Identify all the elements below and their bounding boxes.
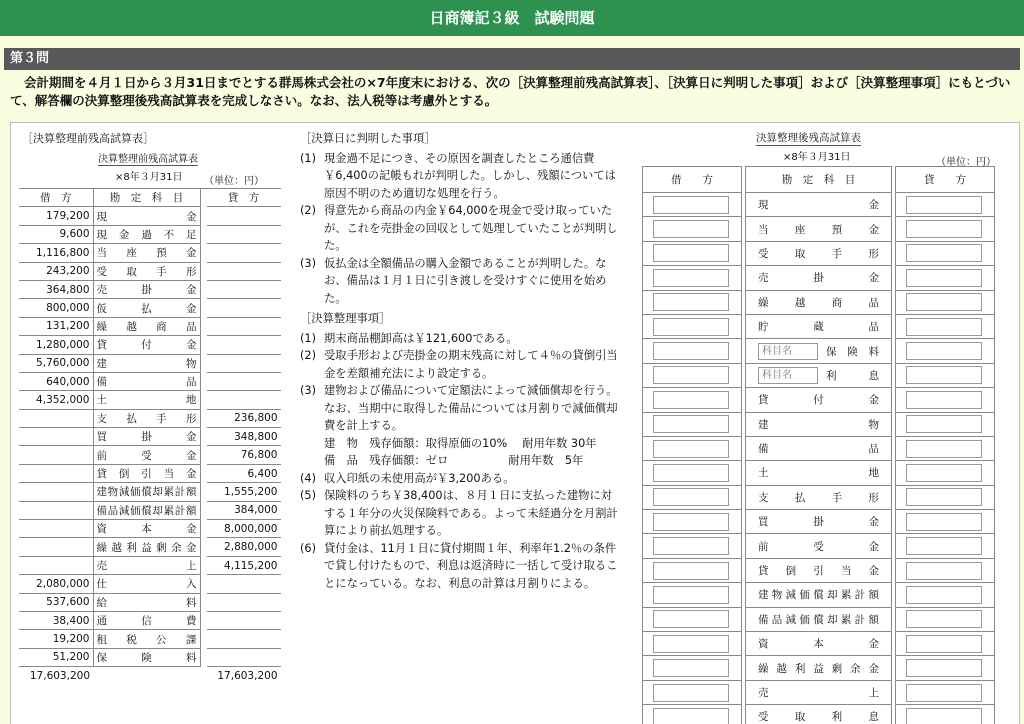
pre-tb-credit-cell	[207, 611, 281, 629]
pre-tb-credit-cell	[207, 225, 281, 243]
debit-amount-input[interactable]	[653, 659, 729, 677]
pre-tb-debit-cell: 2,080,000	[19, 575, 93, 593]
item-text: 受取手形および売掛金の期末残高に対して４％の貸倒引当金を差額補充法により設定する。	[324, 349, 618, 380]
credit-amount-input[interactable]	[906, 488, 982, 506]
pre-tb-credit-cell	[207, 336, 281, 354]
item-number: (4)	[300, 471, 317, 485]
credit-amount-input[interactable]	[906, 684, 982, 702]
list-item	[300, 330, 620, 348]
post-tb-account-cell: 当座預金	[746, 217, 892, 241]
table-row	[19, 225, 281, 243]
pre-tb-debit-cell: 4,352,000	[19, 391, 93, 409]
post-tb-account-cell: 現金	[746, 193, 892, 217]
table-row	[19, 299, 281, 317]
item-number: (6)	[300, 541, 317, 555]
post-tb-header-credit: 貸 方	[896, 167, 995, 193]
debit-amount-input[interactable]	[653, 342, 729, 360]
post-tb-account-cell: 建物	[746, 412, 892, 436]
table-row	[19, 391, 281, 409]
debit-amount-input[interactable]	[653, 366, 729, 384]
pre-tb-date: ×8年３月31日	[115, 172, 183, 183]
post-tb-unit: （単位：円）	[936, 157, 996, 168]
table-row	[19, 593, 281, 611]
post-tb-account-cell: 売上	[746, 680, 892, 704]
list-item	[300, 382, 620, 435]
item-text: 得意先から商品の内金￥64,000を現金で受け取っていたが、これを売掛金の回収として処理していたことが判明した。	[324, 204, 618, 252]
credit-amount-input[interactable]	[906, 635, 982, 653]
pre-tb-header-debit: 借 方	[19, 189, 93, 207]
table-row	[19, 501, 281, 519]
post-tb-account-cell: 繰越商品	[746, 290, 892, 314]
pre-tb-debit-cell: 640,000	[19, 372, 93, 390]
pre-tb-debit-cell: 51,200	[19, 648, 93, 666]
pre-tb-account-cell: 繰越商品	[93, 317, 200, 335]
post-tb-account-cell: 支払手形	[746, 485, 892, 509]
table-row	[19, 464, 281, 482]
credit-amount-input[interactable]	[906, 610, 982, 628]
table-row	[19, 354, 281, 372]
item-text: 期末商品棚卸高は￥121,600である。	[324, 331, 518, 345]
debit-amount-input[interactable]	[653, 635, 729, 653]
table-row	[19, 575, 281, 593]
post-trial-balance-table	[642, 166, 995, 724]
table-row	[643, 388, 995, 412]
pre-tb-credit-cell: 348,800	[207, 428, 281, 446]
pre-tb-account-cell: 現金過不足	[93, 225, 200, 243]
pre-tb-credit-cell	[207, 280, 281, 298]
table-row	[643, 461, 995, 485]
table-row	[643, 680, 995, 704]
table-row	[643, 412, 995, 436]
post-tb-account-cell: 貸付金	[746, 388, 892, 412]
pre-tb-account-cell: 仮払金	[93, 299, 200, 317]
debit-amount-input[interactable]	[653, 244, 729, 262]
pre-tb-debit-cell	[19, 520, 93, 538]
credit-amount-input[interactable]	[906, 562, 982, 580]
account-name-input[interactable]: 科目名	[758, 343, 818, 360]
table-row	[19, 667, 281, 685]
pre-tb-credit-cell	[207, 317, 281, 335]
item-number: (5)	[300, 489, 317, 502]
credit-amount-input[interactable]	[906, 513, 982, 531]
pre-tb-account-cell: 資本金	[93, 520, 200, 538]
post-tb-date: ×8年３月31日	[783, 152, 851, 163]
post-tb-title: 決算整理後残高試算表	[756, 132, 861, 144]
debit-amount-input[interactable]	[653, 586, 729, 604]
post-tb-account-cell: 建物減価償却累計額	[746, 583, 892, 607]
credit-amount-input[interactable]	[906, 318, 982, 336]
table-row	[19, 409, 281, 427]
post-tb-account-cell: 受取利息	[746, 705, 892, 724]
pre-tb-debit-cell: 131,200	[19, 317, 93, 335]
pre-tb-debit-cell: 17,603,200	[29, 670, 90, 683]
facts-title: ［決算日に判明した事項］	[300, 132, 436, 145]
pre-tb-credit-cell	[207, 262, 281, 280]
list-item	[300, 347, 620, 382]
table-row	[19, 372, 281, 390]
credit-amount-input[interactable]	[906, 196, 982, 214]
table-row	[643, 339, 995, 363]
pre-tb-debit-cell: 1,280,000	[19, 336, 93, 354]
credit-amount-input[interactable]	[906, 220, 982, 238]
pre-tb-account-cell: 給料	[93, 593, 200, 611]
pre-tb-account-cell: 保険料	[93, 648, 200, 666]
table-row	[643, 607, 995, 631]
debit-amount-input[interactable]	[653, 537, 729, 555]
pre-tb-credit-cell	[207, 630, 281, 648]
pre-tb-account-cell: 売上	[93, 556, 200, 574]
pre-tb-debit-cell	[19, 538, 93, 556]
pre-tb-debit-cell	[19, 464, 93, 482]
pre-tb-debit-cell	[19, 409, 93, 427]
table-row	[643, 485, 995, 509]
pre-tb-section-label: ［決算整理前残高試算表］	[22, 132, 154, 145]
table-row	[19, 207, 281, 225]
debit-amount-input[interactable]	[653, 684, 729, 702]
pre-tb-debit-cell: 9,600	[19, 225, 93, 243]
question-label: 第３問	[4, 48, 1020, 70]
debit-amount-input[interactable]	[653, 562, 729, 580]
pre-tb-debit-cell: 1,116,800	[19, 244, 93, 262]
pre-tb-account-cell: 備品	[93, 372, 200, 390]
pre-tb-debit-cell	[19, 556, 93, 574]
credit-amount-input[interactable]	[906, 708, 982, 724]
pre-tb-account-cell: 買掛金	[93, 428, 200, 446]
debit-amount-input[interactable]	[653, 513, 729, 531]
list-item	[300, 470, 620, 488]
pre-tb-account-cell: 通信費	[93, 611, 200, 629]
table-row	[643, 241, 995, 265]
table-row	[19, 280, 281, 298]
pre-tb-credit-cell: 384,000	[207, 501, 281, 519]
credit-amount-input[interactable]	[906, 586, 982, 604]
credit-amount-input[interactable]	[906, 537, 982, 555]
debit-amount-input[interactable]	[653, 220, 729, 238]
pre-tb-account-cell: 租税公課	[93, 630, 200, 648]
pre-tb-credit-cell	[207, 354, 281, 372]
pre-tb-account-cell: 売掛金	[93, 280, 200, 298]
table-row	[643, 363, 995, 387]
credit-amount-input[interactable]	[906, 440, 982, 458]
list-item	[300, 540, 620, 593]
pre-tb-account-cell: 備品減価償却累計額	[93, 501, 200, 519]
adjust-title: ［決算整理事項］	[300, 312, 391, 325]
debit-amount-input[interactable]	[653, 488, 729, 506]
pre-tb-credit-cell	[207, 372, 281, 390]
credit-amount-input[interactable]	[906, 342, 982, 360]
pre-tb-debit-cell: 537,600	[19, 593, 93, 611]
table-row	[643, 583, 995, 607]
debit-amount-input[interactable]	[653, 708, 729, 724]
post-tb-account-cell: 繰越利益剰余金	[746, 656, 892, 680]
pre-tb-account-cell: 土地	[93, 391, 200, 409]
pre-tb-unit: （単位：円）	[204, 176, 264, 187]
adjust-section	[300, 310, 620, 592]
item-text: 貸付金は、11月１日に貸付期間１年、利率年1.2％の条件で貸し付けたもので、利息は返済時に一括して受け取ることになっている。なお、利息の計算は月割りによる。	[324, 541, 618, 590]
item-text: 建物および備品について定額法によって減価償却を行う。なお、当期中に取得した備品については月割りで減価償却費を計上する。	[324, 384, 618, 432]
pre-tb-debit-cell	[19, 446, 93, 464]
post-tb-account-cell: 備品	[746, 436, 892, 460]
post-tb-account-cell: 受取手形	[746, 241, 892, 265]
table-row	[19, 446, 281, 464]
pre-tb-credit-cell: 76,800	[207, 446, 281, 464]
credit-amount-input[interactable]	[906, 366, 982, 384]
pre-tb-credit-cell	[207, 244, 281, 262]
pre-tb-debit-cell	[19, 501, 93, 519]
table-row	[643, 290, 995, 314]
list-item	[300, 150, 620, 203]
pre-tb-credit-cell	[207, 391, 281, 409]
table-row	[643, 193, 995, 217]
credit-amount-input[interactable]	[906, 293, 982, 311]
table-row	[643, 534, 995, 558]
item-number: (2)	[300, 204, 317, 217]
debit-amount-input[interactable]	[653, 391, 729, 409]
pre-tb-account-cell: 受取手形	[93, 262, 200, 280]
debit-amount-input[interactable]	[653, 269, 729, 287]
pre-tb-debit-cell	[19, 428, 93, 446]
pre-tb-account-cell: 建物減価償却累計額	[93, 483, 200, 501]
table-row	[643, 217, 995, 241]
page-title: 日商簿記３級 試験問題	[0, 0, 1024, 36]
account-name-input[interactable]: 科目名	[758, 367, 818, 384]
credit-amount-input[interactable]	[906, 415, 982, 433]
credit-amount-input[interactable]	[906, 464, 982, 482]
pre-tb-account-cell: 支払手形	[93, 409, 200, 427]
pre-tb-account-cell: 前受金	[93, 446, 200, 464]
pre-tb-credit-cell	[207, 575, 281, 593]
pre-tb-header-credit: 貸 方	[207, 189, 281, 207]
pre-tb-credit-cell: 8,000,000	[207, 520, 281, 538]
pre-tb-debit-cell	[19, 483, 93, 501]
pre-tb-header-account: 勘 定 科 目	[93, 189, 200, 207]
table-row	[643, 314, 995, 338]
table-row	[19, 336, 281, 354]
debit-amount-input[interactable]	[653, 415, 729, 433]
debit-amount-input[interactable]	[653, 318, 729, 336]
post-tb-header-debit: 借 方	[643, 167, 742, 193]
pre-tb-credit-cell	[207, 207, 281, 225]
post-tb-account-cell: 売掛金	[746, 266, 892, 290]
pre-tb-account-cell: 貸付金	[93, 336, 200, 354]
credit-amount-input[interactable]	[906, 659, 982, 677]
table-row	[19, 262, 281, 280]
list-item	[300, 487, 620, 540]
debit-amount-input[interactable]	[653, 440, 729, 458]
pre-tb-debit-cell: 5,760,000	[19, 354, 93, 372]
list-item	[300, 202, 620, 255]
post-tb-account-cell: 保険料	[826, 345, 879, 358]
debit-amount-input[interactable]	[653, 196, 729, 214]
pre-tb-account-cell: 現金	[93, 207, 200, 225]
pre-tb-credit-cell: 4,115,200	[207, 556, 281, 574]
pre-tb-debit-cell: 19,200	[19, 630, 93, 648]
table-row	[643, 436, 995, 460]
pre-tb-debit-cell: 243,200	[19, 262, 93, 280]
table-row	[19, 611, 281, 629]
post-tb-account-cell: 貯蔵品	[746, 314, 892, 338]
pre-tb-credit-cell	[207, 593, 281, 611]
depreciation-spec-building: 建 物 残存価額：取得原価の10% 耐用年数 30年	[324, 436, 597, 450]
credit-amount-input[interactable]	[906, 391, 982, 409]
pre-tb-account-cell: 建物	[93, 354, 200, 372]
item-number: (1)	[300, 331, 317, 345]
table-row	[19, 538, 281, 556]
question-intro: 会計期間を４月１日から３月31日までとする群馬株式会社の×7年度末における、次の［決算整理前残高試算表］、［決算日に判明した事項］および［決算整理事項］にもとづいて、解答欄の決算整理後残高試算表を完成しなさい。なお、法人税等は考慮外とする。	[10, 75, 1011, 108]
item-number: (2)	[300, 349, 317, 362]
pre-tb-credit-cell: 2,880,000	[207, 538, 281, 556]
pre-trial-balance-table	[19, 188, 281, 685]
table-row	[643, 510, 995, 534]
table-row	[19, 520, 281, 538]
pre-tb-account-cell: 繰越利益剰余金	[93, 538, 200, 556]
pre-tb-debit-cell: 38,400	[19, 611, 93, 629]
pre-tb-credit-cell: 236,800	[207, 409, 281, 427]
item-text: 収入印紙の未使用高が￥3,200ある。	[324, 471, 515, 485]
credit-amount-input[interactable]	[906, 244, 982, 262]
item-text: 保険料のうち￥38,400は、８月１日に支払った建物に対する１年分の火災保険料である。よって未経過分を月割計算により前払処理する。	[324, 489, 618, 537]
item-number: (1)	[300, 151, 317, 165]
post-tb-account-cell: 利息	[826, 369, 879, 382]
item-text: 現金過不足につき、その原因を調査したところ通信費￥6,400の記帳もれが判明した。しかし、残額については原因不明のため適切な処理を行う。	[324, 151, 616, 200]
table-row	[19, 428, 281, 446]
post-tb-account-cell: 土地	[746, 461, 892, 485]
pre-tb-debit-cell: 179,200	[19, 207, 93, 225]
pre-tb-credit-cell	[207, 299, 281, 317]
list-item	[300, 255, 620, 308]
pre-tb-account-cell	[93, 667, 200, 685]
table-row	[19, 556, 281, 574]
table-row	[643, 558, 995, 582]
table-row	[643, 266, 995, 290]
pre-tb-credit-cell: 17,603,200	[217, 670, 278, 683]
pre-tb-account-cell: 貸倒引当金	[93, 464, 200, 482]
item-number: (3)	[300, 256, 317, 270]
table-row	[19, 317, 281, 335]
pre-tb-credit-cell: 1,555,200	[207, 483, 281, 501]
pre-tb-credit-cell	[207, 648, 281, 666]
pre-tb-account-cell: 仕入	[93, 575, 200, 593]
table-row	[19, 244, 281, 262]
post-tb-account-cell: 貸倒引当金	[746, 558, 892, 582]
table-row	[19, 630, 281, 648]
debit-amount-input[interactable]	[653, 293, 729, 311]
credit-amount-input[interactable]	[906, 269, 982, 287]
post-tb-header-account: 勘 定 科 目	[746, 167, 892, 193]
post-tb-account-cell: 資本金	[746, 632, 892, 656]
pre-tb-title: 決算整理前残高試算表	[98, 150, 198, 166]
table-row	[643, 705, 995, 724]
pre-tb-account-cell: 当座預金	[93, 244, 200, 262]
depreciation-spec-equipment: 備 品 残存価額：ゼロ 耐用年数 5年	[324, 454, 584, 467]
debit-amount-input[interactable]	[653, 464, 729, 482]
post-tb-account-cell: 前受金	[746, 534, 892, 558]
facts-section	[300, 130, 620, 307]
item-text: 仮払金は全額備品の購入金額であることが判明した。なお、備品は１月１日に引き渡しを受けすぐに使用を始めた。	[324, 256, 607, 305]
pre-tb-debit-cell: 800,000	[19, 299, 93, 317]
table-row	[19, 648, 281, 666]
pre-tb-debit-cell: 364,800	[19, 280, 93, 298]
debit-amount-input[interactable]	[653, 610, 729, 628]
table-row	[643, 656, 995, 680]
post-tb-account-cell: 備品減価償却累計額	[746, 607, 892, 631]
table-row	[19, 483, 281, 501]
table-row	[643, 632, 995, 656]
item-number: (3)	[300, 384, 317, 397]
pre-tb-credit-cell: 6,400	[207, 464, 281, 482]
post-tb-account-cell: 買掛金	[746, 510, 892, 534]
